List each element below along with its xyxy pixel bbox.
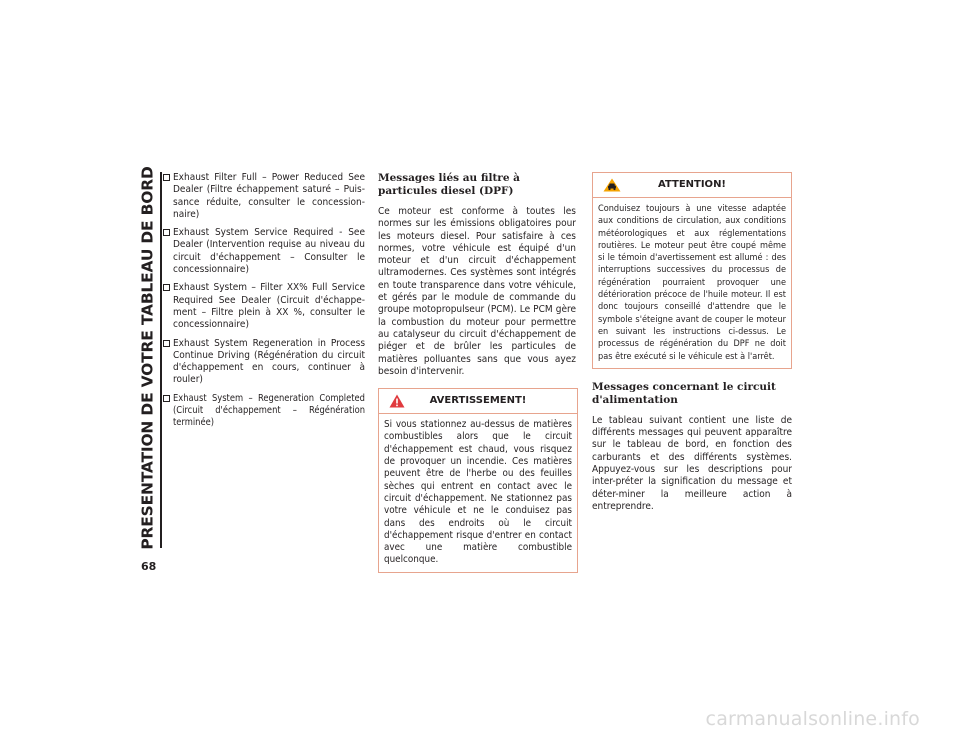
- caution-title: ATTENTION!: [657, 178, 726, 190]
- dpf-paragraph: Ce moteur est conforme à toutes les normes sur les émissions obligatoires pour les moteurs diesel. Pour satisfaire à ces normes, votre véhicule est équipé d'un moteur et d'un circuit d'échappement ultramodernes. Ces systèmes sont intégrés en toute transparence dans votre véhicule, et gérés par le module de commande du groupe motopropulseur (PCM). Le PCM gère la combustion du moteur pour permettre au catalyseur du circuit d'échappement de piéger et de brûler les particules de matières polluantes sans que vous ayez besoin d'intervenir.: [378, 206, 576, 377]
- list-item: Exhaust Filter Full – Power Reduced See Dealer (Filtre échappement saturé – Puis-sance réduite, consulter le concession-naire): [161, 172, 365, 221]
- caution-header: [593, 173, 791, 198]
- fuel-system-paragraph: Le tableau suivant contient une liste de différents messages qui peuvent apparaître sur le tableau de bord, en fonction des carburants et des différents systèmes. Appuyez-vous sur les descriptions pour inter-préter la signification du message et déter-miner la meilleure action à entreprendre.: [592, 414, 792, 512]
- dpf-heading: Messages liés au filtre à particules diesel (DPF): [378, 172, 520, 197]
- message-list: [161, 172, 365, 430]
- list-item: Exhaust System Regeneration in Process Continue Driving (Régénération du circuit d'échappement en cours, continuer à rouler): [161, 338, 365, 387]
- column-right: [592, 172, 792, 521]
- section-title: PRESENTATION DE VOTRE TABLEAU DE BORD: [139, 166, 158, 550]
- checkbox-bullet-icon: [163, 395, 170, 402]
- checkbox-bullet-icon: [163, 229, 170, 236]
- column-middle: [378, 172, 576, 573]
- fuel-system-heading: Messages concernant le circuit d'alimentation: [592, 380, 776, 406]
- page-number: 68: [141, 560, 157, 573]
- section-title-vertical: [138, 166, 158, 550]
- car-caution-icon: [603, 178, 621, 192]
- checkbox-bullet-icon: [163, 340, 170, 347]
- warning-header: [379, 389, 577, 414]
- caution-box: [592, 172, 792, 369]
- caution-text: Conduisez toujours à une vitesse adaptée aux conditions de circulation, aux conditions météorologiques et aux réglementations routières. Le moteur peut être coupé même si le témoin d'avertissement est allumé : des interruptions successives du processus de régénération pourraient provoquer une détérioration précoce de l'huile moteur. Il est donc toujours conseillé d'attendre que le symbole s'éteigne avant de couper le moteur en suivant les instructions ci-dessus. Le processus de régénération du DPF ne doit pas être exécuté si le véhicule est à l'arrêt.: [598, 204, 786, 362]
- checkbox-bullet-icon: [163, 284, 170, 291]
- column-left: [161, 172, 365, 436]
- warning-box: [378, 388, 578, 573]
- checkbox-bullet-icon: [163, 174, 170, 181]
- list-item: Exhaust System Service Required - See Dealer (Intervention requise au niveau du circuit d'échappement – Consulter le concessionnaire): [161, 227, 365, 276]
- list-item: Exhaust System – Filter XX% Full Service Required See Dealer (Circuit d'échappe-ment – Filtre plein à XX %, consulter le concessionnaire): [161, 282, 365, 331]
- watermark: carmanualsonline.info: [705, 708, 920, 730]
- warning-triangle-icon: [389, 394, 405, 408]
- warning-text: Si vous stationnez au-dessus de matières combustibles alors que le circuit d'échappement est chaud, vous risquez de provoquer un incendie. Ces matières peuvent être de l'herbe ou des feuilles sèches qui entrent en contact avec le circuit d'échappement. Ne stationnez pas votre véhicule et ne le conduisez pas dans des endroits où le circuit d'échappement risque d'entrer en contact avec une matière combustible quelconque.: [384, 419, 572, 566]
- warning-title: AVERTISSEMENT!: [429, 395, 527, 406]
- list-item: Exhaust System – Regeneration Completed (Circuit d'échappement – Régénération terminée): [161, 393, 365, 430]
